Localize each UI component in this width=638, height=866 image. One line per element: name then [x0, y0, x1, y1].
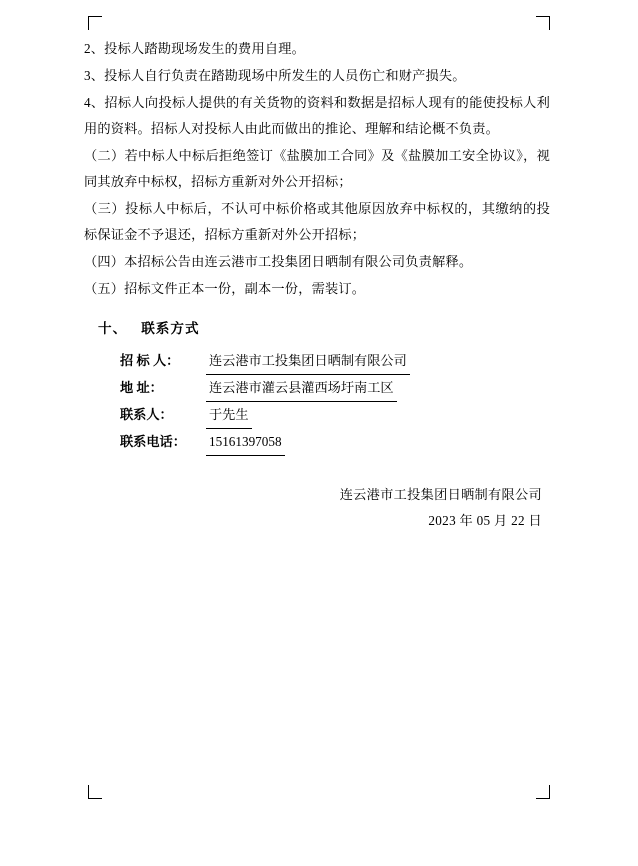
- crop-mark-bottom-left: [88, 785, 102, 799]
- field-label-tenderer: 招 标 人：: [120, 353, 180, 368]
- paragraph-item-4: 4、招标人向投标人提供的有关货物的资料和数据是招标人现有的能使投标人利用的资料。招标人对投标人由此而做出的推论、理解和结论概不负责。: [84, 95, 550, 136]
- field-value-phone: 15161397058: [206, 429, 285, 456]
- crop-mark-top-right: [536, 16, 550, 30]
- field-label-address: 地 址：: [120, 380, 163, 395]
- section-number: 十、: [98, 321, 128, 336]
- contact-fields: [120, 348, 550, 456]
- section-heading-contact: [98, 316, 550, 342]
- paragraph-clause-3: （三）投标人中标后，不认可中标价格或其他原因放弃中标权的，其缴纳的投标保证金不予退还，招标方重新对外公开招标；: [84, 201, 550, 242]
- field-label-contact-person: 联系人：: [120, 407, 173, 422]
- field-row-address: [120, 375, 550, 402]
- field-value-tenderer: 连云港市工投集团日晒制有限公司: [206, 348, 410, 375]
- paragraph-item-2: 2、投标人踏勘现场发生的费用自理。: [84, 41, 305, 56]
- field-row-phone: [120, 429, 550, 456]
- field-row-tenderer: [120, 348, 550, 375]
- field-label-phone: 联系电话：: [120, 434, 186, 449]
- field-row-contact-person: [120, 402, 550, 429]
- document-content: [84, 36, 550, 534]
- field-value-contact-person: 于先生: [206, 402, 252, 429]
- crop-mark-top-left: [88, 16, 102, 30]
- signoff-date: 2023 年 05 月 22 日: [428, 513, 542, 528]
- signoff-organization: 连云港市工投集团日晒制有限公司: [339, 487, 542, 502]
- signoff-block: [84, 482, 550, 534]
- paragraph-clause-4: （四）本招标公告由连云港市工投集团日晒制有限公司负责解释。: [84, 254, 473, 269]
- paragraph-clause-5: （五）招标文件正本一份，副本一份，需装订。: [84, 281, 366, 296]
- paragraph-item-3: 3、投标人自行负责在踏勘现场中所发生的人员伤亡和财产损失。: [84, 68, 466, 83]
- paragraph-clause-2: （二）若中标人中标后拒绝签订《盐膜加工合同》及《盐膜加工安全协议》，视同其放弃中标权，招标方重新对外公开招标；: [84, 148, 550, 189]
- field-value-address: 连云港市灌云县灌西场圩南工区: [206, 375, 397, 402]
- crop-mark-bottom-right: [536, 785, 550, 799]
- section-title-text: 联系方式: [141, 321, 200, 336]
